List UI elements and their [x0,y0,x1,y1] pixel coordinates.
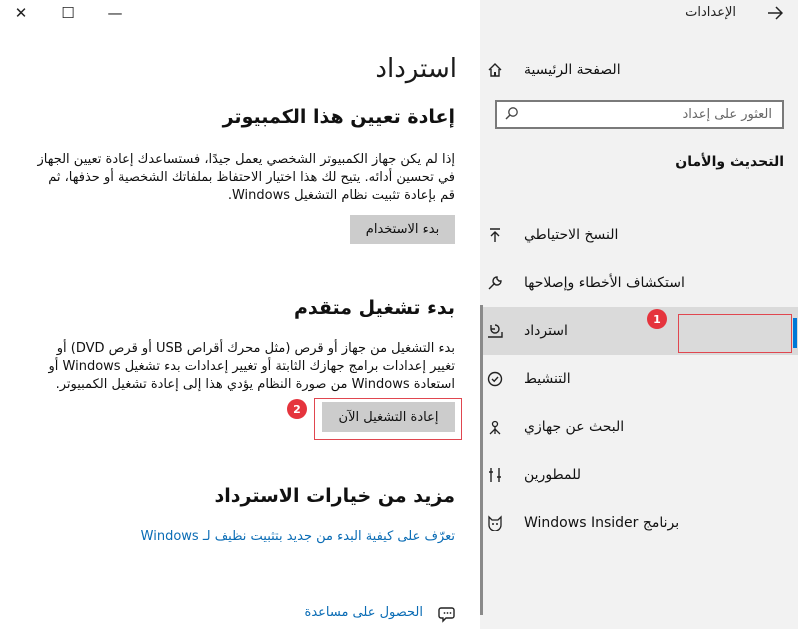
clean-install-link[interactable]: تعرّف على كيفية البدء من جديد بتثبيت نظيف لـ Windows [140,529,455,544]
restart-now-button[interactable]: إعادة التشغيل الآن [322,402,455,432]
maximize-window-button[interactable]: ☐ [61,4,75,22]
nav-item-find-my-device[interactable] [480,405,798,449]
advanced-description-line: استعادة Windows من صورة النظام يؤدي هذا إلى إعادة تشغيل الكمبيوتر. [55,377,455,392]
settings-app-title: الإعدادات [685,5,736,20]
reset-description-line: قم بإعادة تثبيت نظام التشغيل Windows. [227,188,455,203]
insider-cat-icon [480,515,510,531]
search-icon[interactable] [505,105,519,124]
advanced-startup-heading: بدء تشغيل متقدم [293,297,455,319]
nav-home-label: الصفحة الرئيسية [524,62,621,78]
minimize-window-button[interactable]: — [107,4,123,22]
backup-arrow-icon [480,227,510,243]
help-chat-icon [438,604,458,624]
nav-item-label: للمطورين [524,467,582,483]
more-recovery-heading: مزيد من خيارات الاسترداد [214,485,455,507]
back-arrow-icon[interactable] [764,3,786,23]
home-icon [480,62,510,78]
get-help-link[interactable]: الحصول على مساعدة [304,605,423,620]
annotation-badge-1: 1 [647,309,667,329]
nav-item-home[interactable] [480,48,798,92]
nav-item-backup[interactable] [480,213,798,257]
reset-heading: إعادة تعيين هذا الكمبيوتر [222,106,455,128]
advanced-description-line: تغيير إعدادات برامج جهازك الثابتة أو تغيير إعدادات بدء تشغيل Windows أو [48,359,455,374]
annotation-badge-2: 2 [287,399,307,419]
nav-item-developers[interactable] [480,453,798,497]
nav-item-label: برنامج Windows Insider [524,515,680,531]
nav-item-label: استرداد [524,323,568,339]
advanced-description-line: بدء التشغيل من جهاز أو قرص (مثل محرك أقراص USB أو قرص DVD) أو [56,341,455,356]
nav-item-windows-insider[interactable] [480,501,798,545]
nav-item-activation[interactable] [480,357,798,401]
nav-item-label: البحث عن جهازي [524,419,625,435]
nav-item-label: استكشاف الأخطاء وإصلاحها [524,275,685,291]
find-device-icon [480,419,510,435]
close-window-button[interactable]: ✕ [14,4,28,22]
nav-item-label: النسخ الاحتياطي [524,227,619,243]
nav-section-title: التحديث والأمان [675,154,784,170]
reset-description-line: في تحسين أدائه. يتيح لك هذا اختيار الاحتفاظ بملفاتك الشخصية أو حذفها، ثم [48,170,455,185]
wrench-icon [480,275,510,291]
nav-item-label: التنشيط [524,371,571,387]
recovery-icon [480,323,510,339]
annotation-highlight-recovery [678,314,792,353]
page-title: استرداد [375,54,457,84]
nav-item-troubleshoot[interactable] [480,261,798,305]
check-circle-icon [480,371,510,387]
reset-description [15,151,455,205]
developer-icon [480,467,510,483]
search-input[interactable] [530,106,774,123]
annotation-highlight-restart [314,398,462,440]
get-started-button[interactable]: بدء الاستخدام [350,215,455,244]
reset-description-line: إذا لم يكن جهاز الكمبيوتر الشخصي يعمل جيدًا، فستساعدك إعادة تعيين الجهاز [37,152,455,167]
settings-search-box[interactable] [495,100,784,129]
advanced-startup-description [15,340,455,394]
